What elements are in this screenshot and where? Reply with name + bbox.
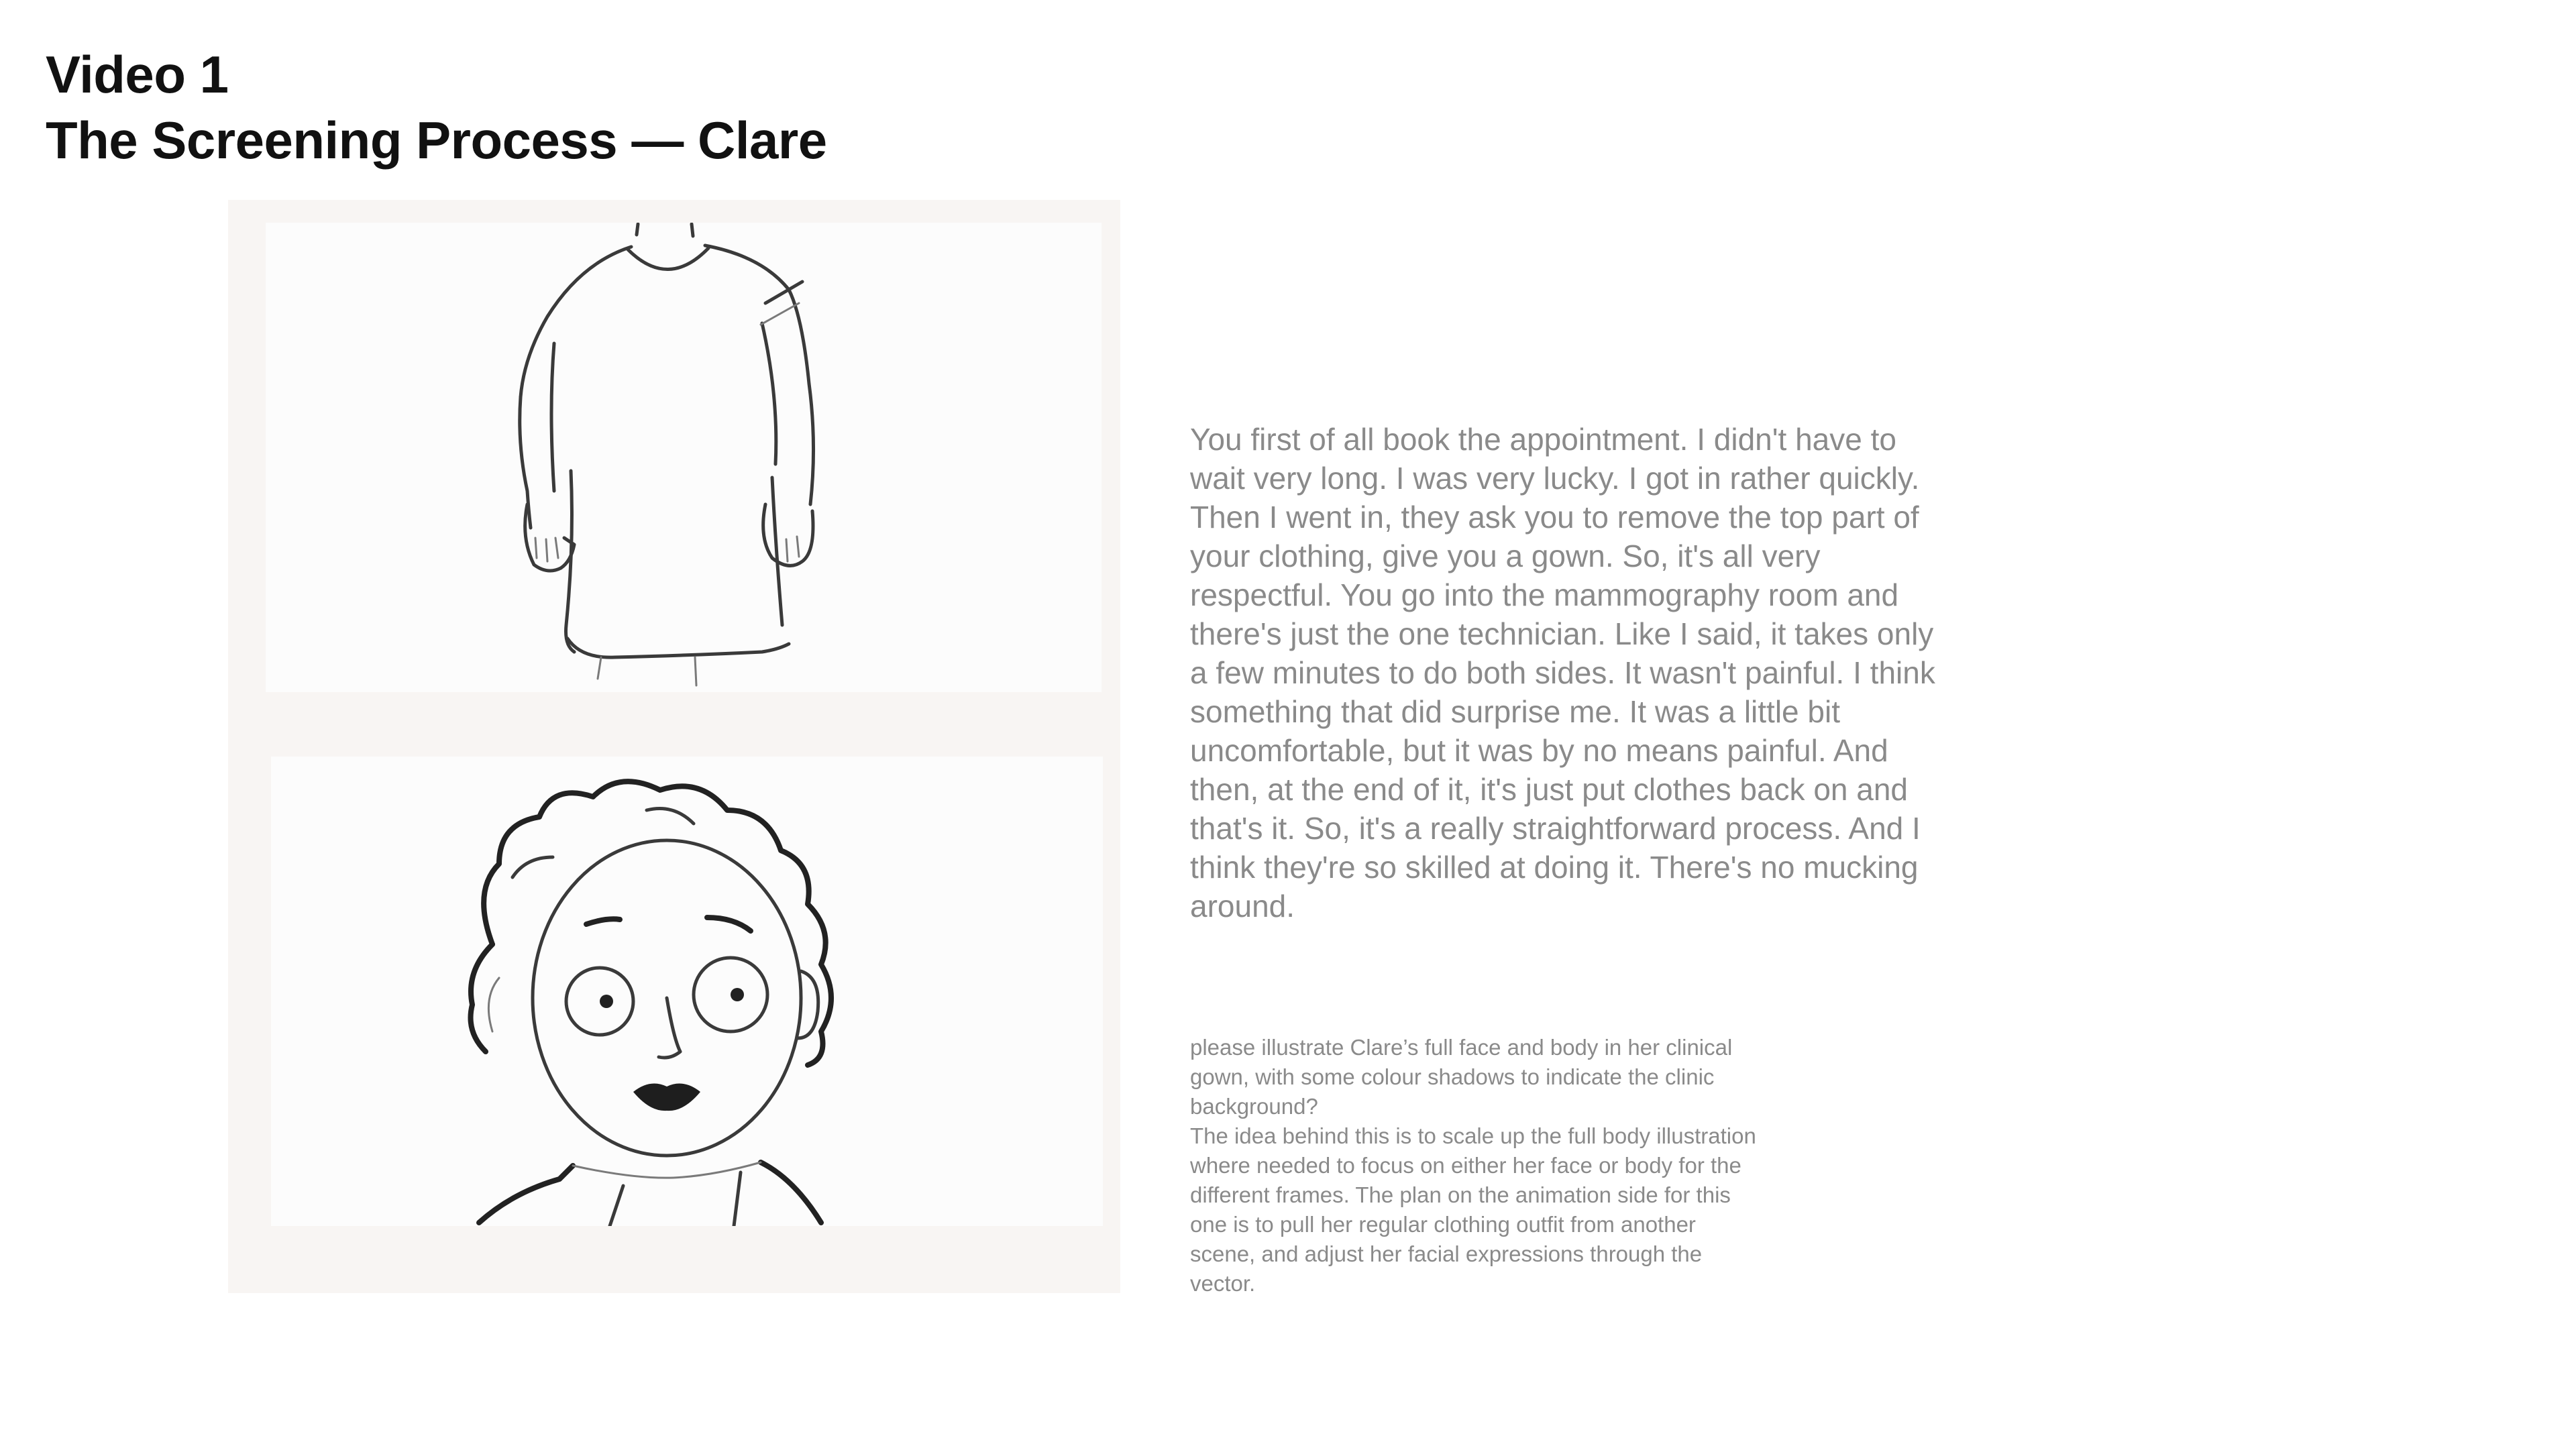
illustration-request: please illustrate Clare’s full face and body in her clinical gown, with some colour shadows to indicate the clinic background? — [1190, 1035, 1733, 1119]
page-header — [46, 42, 827, 173]
illustration-notes — [1190, 1033, 1767, 1298]
storyboard-frame-face — [271, 757, 1103, 1226]
gown-body-sketch — [266, 223, 1102, 692]
storyboard-panel — [228, 200, 1120, 1293]
face-closeup-sketch — [271, 757, 1103, 1226]
video-label: Video 1 — [46, 45, 229, 104]
transcript-text: You first of all book the appointment. I didn't have to wait very long. I was very lucky. I got in rather quickly. Then I went in, they ask you to remove the top part of your clothing, give you a gown. So, it's all very respectful. You go into the mammography room and there's just the one technician. Like I said, it takes only a few minutes to do both sides. It wasn't painful. I think something that did surprise me. It was a little bit uncomfortable, but it was by no means painful. And then, at the end of it, it's just put clothes back on and that's it. So, it's a really straightforward process. And I think they're so skilled at doing it. There's no mucking around. — [1190, 422, 1935, 924]
animation-plan: The idea behind this is to scale up the full body illustration where needed to focus on either her face or body for the different frames. The plan on the animation side for this one is to pull her regular clothing outfit from another scene, and adjust her facial expressions through the vector. — [1190, 1123, 1756, 1296]
storyboard-frame-body — [266, 223, 1102, 692]
scene-title: The Screening Process — Clare — [46, 111, 827, 170]
